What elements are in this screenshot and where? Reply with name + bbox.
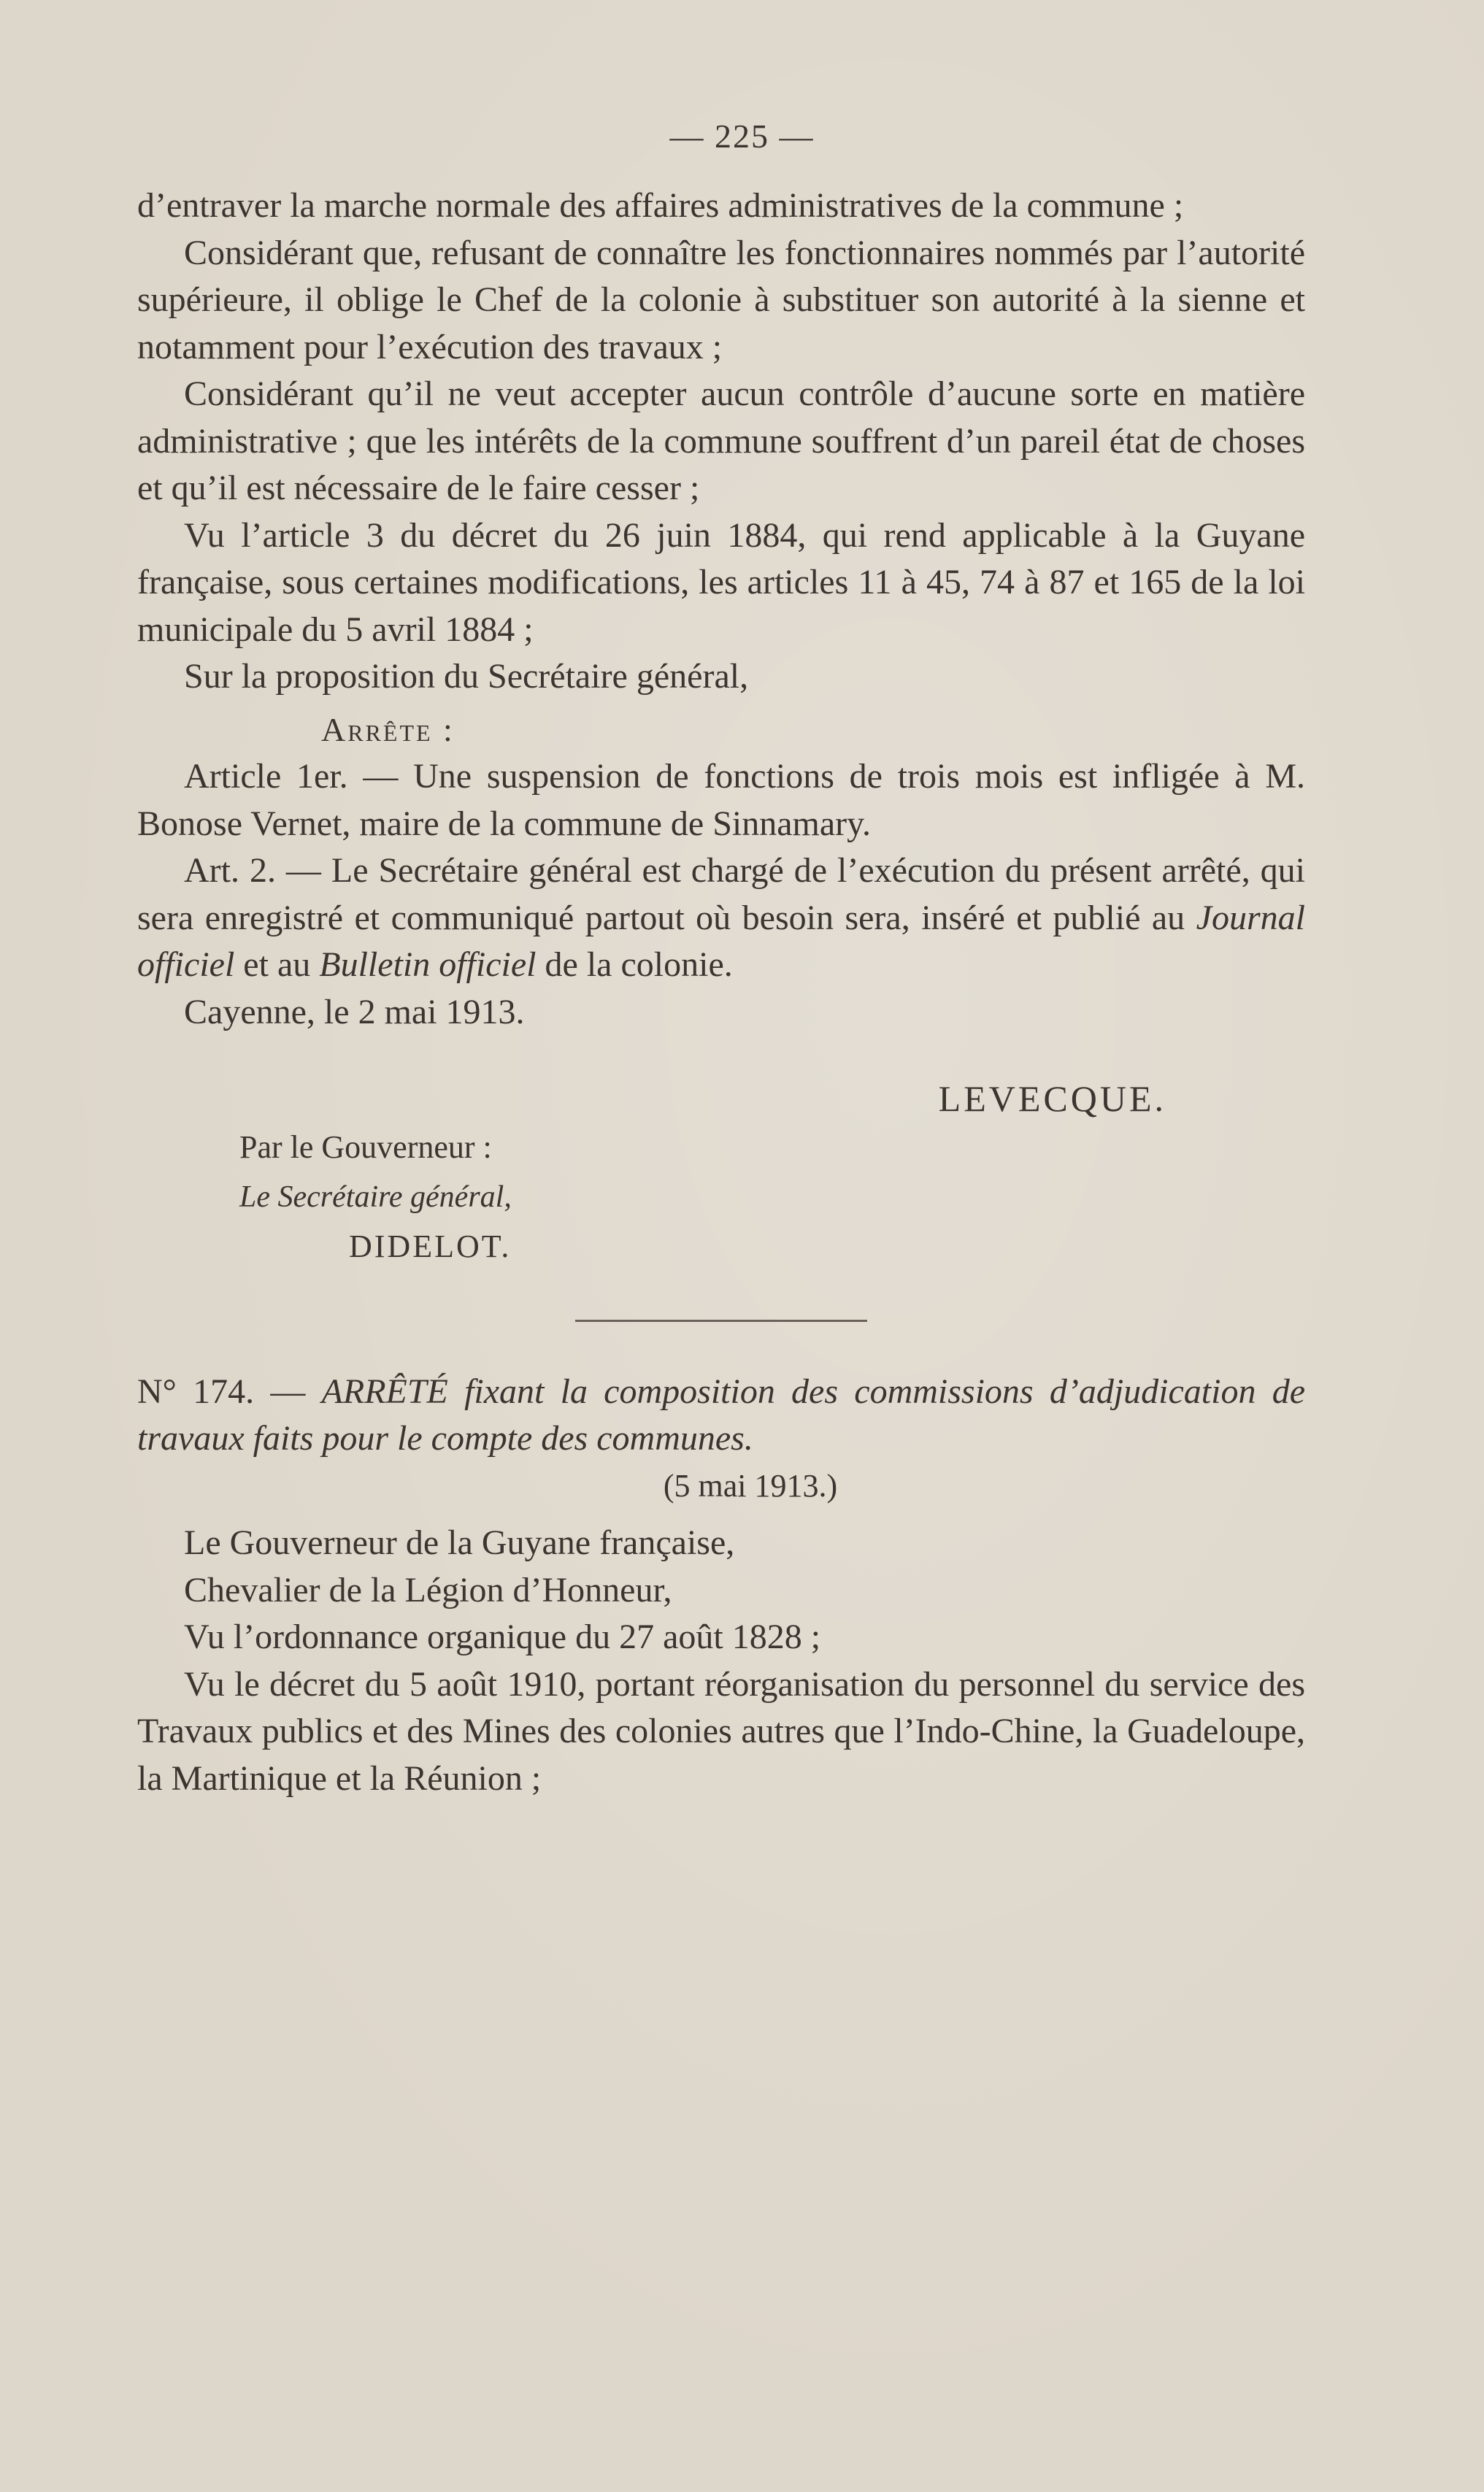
paragraph-considerant-1: Considérant que, refusant de connaître les fonctionnaires nommés par l’autorité supérieure, il oblige le Chef de la colonie à substituer son autorité à la sienne et notamment pour l’exécution des travaux ; bbox=[137, 233, 1305, 366]
page-number: — 225 — bbox=[669, 118, 815, 155]
section-divider bbox=[575, 1320, 867, 1322]
article-2-text: Art. 2. — Le Secrétaire général est chargé de l’exécution du présent arrêté, qui sera enregistré et communiqué partout où besoin sera, inséré et publié au bbox=[137, 851, 1305, 937]
article-2-middle: et au bbox=[234, 945, 320, 984]
arrete-heading: Arrête : bbox=[321, 710, 455, 748]
article-2-end: de la colonie. bbox=[536, 945, 733, 984]
document-body bbox=[137, 182, 1305, 1802]
journal-officiel: Journal officiel bbox=[137, 898, 1305, 984]
paragraph-proposition: Sur la proposition du Secrétaire général, bbox=[184, 657, 749, 696]
decree-chevalier: Chevalier de la Légion d’Honneur, bbox=[184, 1570, 672, 1610]
governor-signature: LEVECQUE. bbox=[938, 1078, 1166, 1119]
paragraph-continuation: d’entraver la marche normale des affaires administratives de la commune ; bbox=[137, 186, 1184, 225]
decree-vu-decret: Vu le décret du 5 août 1910, portant réorganisation du personnel du service des Travaux publics et des Mines des colonies autres que l’Indo-Chine, la Guadeloupe, la Martinique et la Réunion ; bbox=[137, 1664, 1305, 1798]
decree-number: N° 174. — bbox=[137, 1372, 322, 1411]
paragraph-considerant-2: Considérant qu’il ne veut accepter aucun contrôle d’aucune sorte en matière administrative ; que les intérêts de la commune souffrent d’un pareil état de choses et qu’il est nécessaire de le faire cesser ; bbox=[137, 374, 1305, 507]
secretary-role: Le Secrétaire général, bbox=[239, 1180, 512, 1214]
decree-title bbox=[137, 1369, 1305, 1463]
decree-vu-ordonnance: Vu l’ordonnance organique du 27 août 1828 ; bbox=[184, 1618, 821, 1656]
decree-title-rest: fixant la composition des commissions d’adjudication de travaux faits pour le compte des communes. bbox=[137, 1372, 1305, 1458]
decree-date: (5 mai 1913.) bbox=[663, 1467, 838, 1504]
decree-governor: Le Gouverneur de la Guyane française, bbox=[184, 1523, 735, 1562]
decree-title-lead: ARRÊTÉ bbox=[321, 1372, 448, 1411]
article-1: Article 1er. — Une suspension de fonctions de trois mois est infligée à M. Bonose Vernet, maire de la commune de Sinnamary. bbox=[137, 757, 1305, 843]
paragraph-vu-article: Vu l’article 3 du décret du 26 juin 1884, qui rend applicable à la Guyane française, sous certaines modifications, les articles 11 à 45, 74 à 87 et 165 de la loi municipale du 5 avril 1884 ; bbox=[137, 515, 1305, 649]
secretary-name: DIDELOT. bbox=[349, 1228, 512, 1264]
place-date: Cayenne, le 2 mai 1913. bbox=[184, 992, 525, 1031]
article-2 bbox=[137, 847, 1305, 989]
by-governor: Par le Gouverneur : bbox=[239, 1128, 492, 1165]
countersignature bbox=[239, 1123, 1305, 1272]
bulletin-officiel: Bulletin officiel bbox=[319, 945, 537, 984]
